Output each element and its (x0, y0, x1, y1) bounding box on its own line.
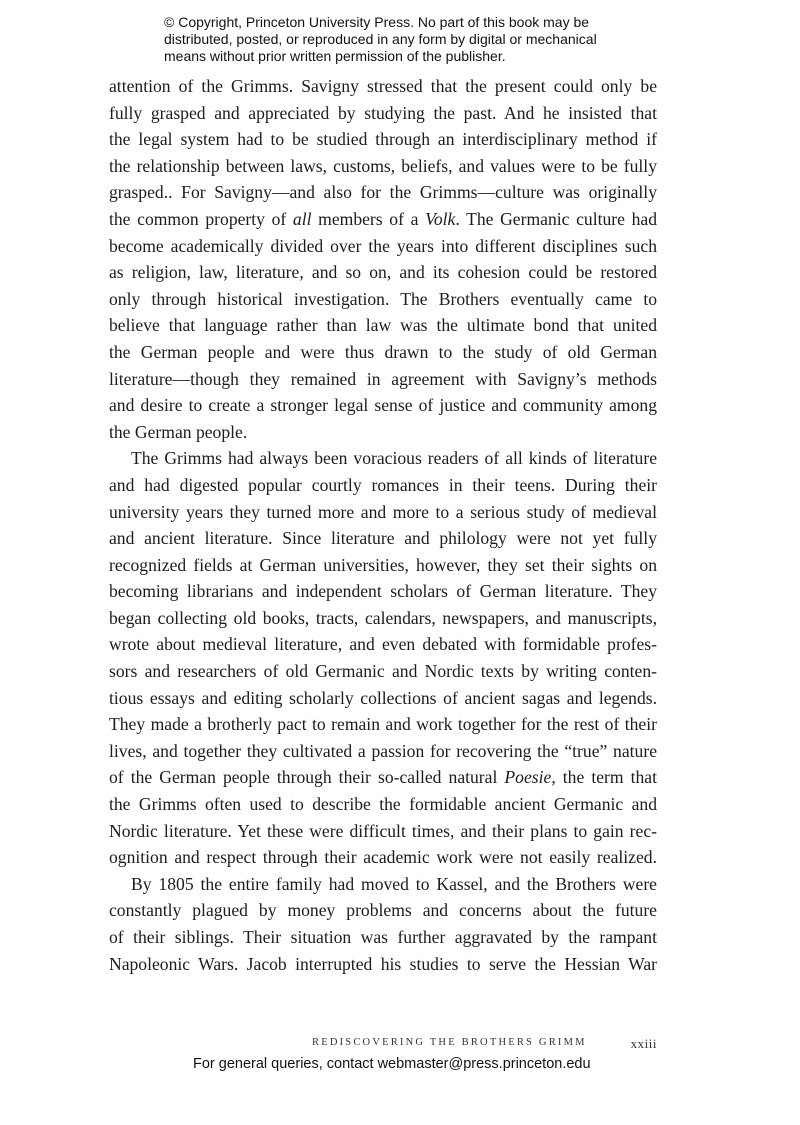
text-run: the common property of (109, 208, 293, 229)
text-line: become academically divided over the years into different disciplines such (109, 235, 657, 256)
text-line: of their siblings. Their situation was further aggravated by the rampant (109, 927, 657, 947)
copyright-line: means without prior written permission of the publisher. (164, 48, 506, 64)
running-footer (312, 1036, 657, 1051)
page-number: xxiii (630, 1036, 657, 1051)
text-line: the Grimms often used to describe the formidable ancient Germanic and (109, 794, 657, 815)
text-line: They made a brotherly pact to remain and work together for the rest of their (109, 714, 657, 735)
copyright-notice (164, 14, 664, 65)
text-line: Nordic literature. Yet these were difficult times, and their plans to gain rec- (109, 820, 657, 841)
text-line: the German people and were thus drawn to the study of old German (109, 341, 657, 362)
text-line: constantly plagued by money problems and concerns about the future (109, 900, 657, 921)
contact-line: For general queries, contact webmaster@press.princeton.edu (193, 1056, 591, 1072)
text-line: as religion, law, literature, and so on, and its cohesion could be restored (109, 262, 657, 283)
text-line: sors and researchers of old Germanic and Nordic texts by writing conten- (109, 661, 657, 682)
text-line: the relationship between laws, customs, beliefs, and values were to be fully (109, 155, 657, 176)
text-line: believe that language rather than law was the ultimate bond that united (109, 315, 657, 336)
emphasis: Volk (425, 208, 456, 229)
text-run: , the term that (551, 767, 657, 788)
text-line: the German people. (109, 421, 248, 442)
text-run: of the German people through their so-called natural (109, 767, 505, 788)
text-line: literature—though they remained in agreement with Savigny’s methods (109, 368, 657, 389)
text-line: and had digested popular courtly romances in their teens. During their (109, 474, 657, 495)
text-line (109, 206, 657, 233)
text-line: began collecting old books, tracts, calendars, newspapers, and manuscripts, (109, 607, 657, 628)
text-line: and desire to create a stronger legal sense of justice and community among (109, 395, 657, 416)
text-run: members of a (311, 208, 426, 229)
text-line: Napoleonic Wars. Jacob interrupted his studies to serve the Hessian War (109, 953, 657, 974)
text-line: only through historical investigation. The Brothers eventually came to (109, 288, 657, 309)
emphasis: all (292, 208, 312, 229)
text-line: and ancient literature. Since literature and philology were not yet fully (109, 528, 657, 549)
text-line: grasped.. For Savigny—and also for the Grimms—culture was originally (109, 182, 657, 203)
copyright-line: distributed, posted, or reproduced in any form by digital or mechanical (164, 31, 597, 47)
text-line: the legal system had to be studied through an interdisciplinary method if (109, 129, 657, 150)
copyright-line: © Copyright, Princeton University Press. No part of this book may be (164, 14, 590, 30)
text-line (109, 764, 657, 791)
paragraph-first-line: By 1805 the entire family had moved to Kassel, and the Brothers were (131, 873, 657, 894)
text-line: becoming librarians and independent scholars of German literature. They (109, 581, 657, 602)
text-line: university years they turned more and more to a serious study of medieval (109, 501, 657, 522)
text-line: tious essays and editing scholarly collections of ancient sagas and legends. (109, 687, 657, 708)
body-text (109, 73, 657, 977)
text-line: ognition and respect through their academic work were not easily realized. (109, 847, 657, 868)
emphasis: Poesie (504, 767, 552, 788)
text-line: recognized fields at German universities, however, they set their sights on (109, 554, 657, 575)
text-line: fully grasped and appreciated by studying the past. And he insisted that (109, 102, 657, 123)
paragraph-first-line: The Grimms had always been voracious readers of all kinds of literature (131, 448, 657, 469)
text-line: wrote about medieval literature, and even debated with formidable profes- (109, 634, 657, 655)
text-run: . The Germanic culture had (455, 208, 657, 229)
running-head: REDISCOVERING THE BROTHERS GRIMM (312, 1037, 587, 1048)
text-line: attention of the Grimms. Savigny stressed that the present could only be (109, 76, 657, 96)
text-line: lives, and together they cultivated a passion for recovering the “true” nature (109, 740, 657, 761)
